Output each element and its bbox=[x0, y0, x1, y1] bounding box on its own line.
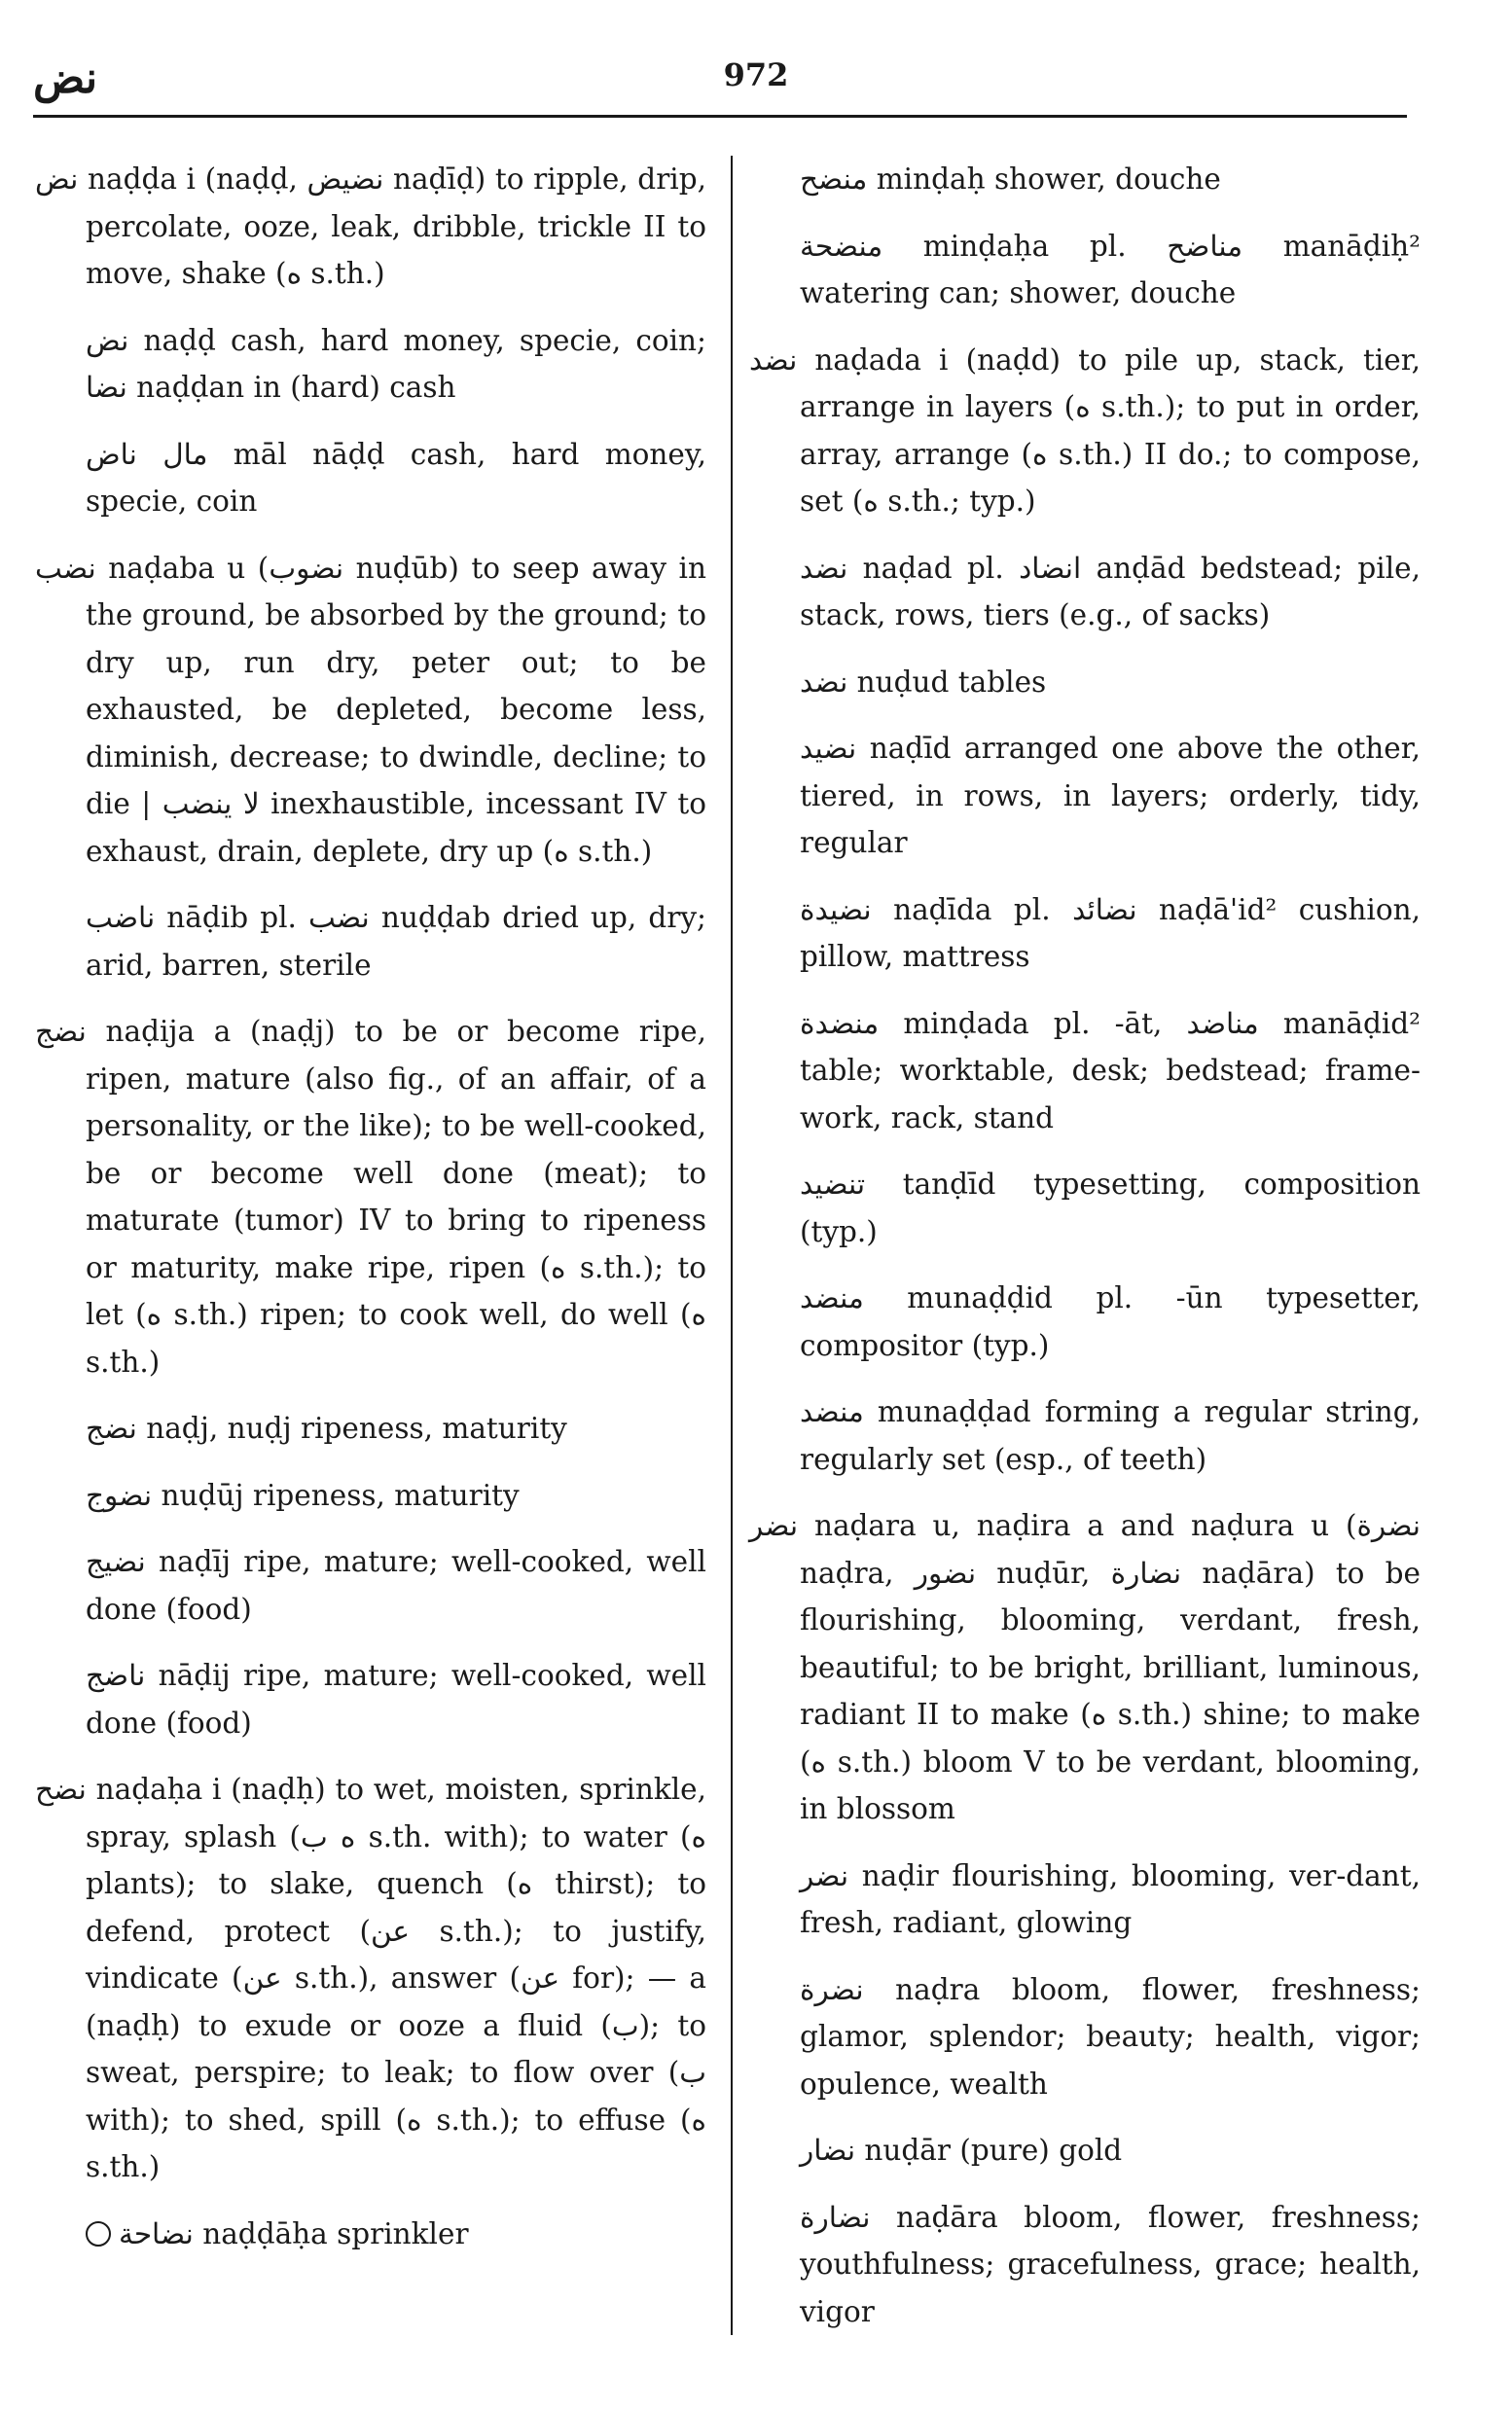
circle-mark-icon bbox=[86, 2221, 111, 2247]
entry-sub-naddaha-text: نضاحة naḍḍāḥa sprinkler bbox=[119, 2216, 469, 2250]
entry-sub-nadib: ناضب nāḍib pl. نضب nuḍḍab dried up, dry; arid, barren, sterile bbox=[86, 901, 706, 982]
entry-sub-nadij-2: ناضج nāḍij ripe, mature; well-cooked, well done (food) bbox=[86, 1659, 706, 1740]
entry-sub-nadij: نضيج naḍīj ripe, mature; well-cooked, well done (food) bbox=[86, 1545, 706, 1626]
entry-sub-nadida: نضيدة naḍīda pl. نضائد naḍā'id² cushion, pillow, mattress bbox=[800, 892, 1421, 973]
entry-sub-nuduj: نضوج nuḍūj ripeness, maturity bbox=[86, 1478, 520, 1512]
entry-sub-tandid: تنضيد tanḍīd typesetting, composition (typ.) bbox=[800, 1168, 1421, 1248]
entry-root-nadaha: نضح naḍaḥa i (naḍḥ) to wet, moisten, sprinkle, spray, splash (ه ب s.th. with); to water (ه plants); to slake, quench (ه thirst); to defend, protect (عن s.th.); to justify, vindicate (عن s.th.), answer (عن for); — a (naḍḥ) to exude or ooze a fluid (ب); to sweat, perspire; to leak; to flow over (ب with); to shed, spill (ه s.th.); to effuse (ه s.th.) bbox=[35, 1773, 707, 2183]
page-header bbox=[0, 0, 1512, 122]
entry-sub-nadd: نض naḍḍ cash, hard money, specie, coin; نضا naḍḍan in (hard) cash bbox=[86, 323, 706, 404]
entry-sub-nadad: نضد naḍad pl. انضاد anḍād bedstead; pile, stack, rows, tiers (e.g., of sacks) bbox=[800, 551, 1421, 631]
entry-sub-nadra: نضرة naḍra bloom, flower, freshness; glamor, splendor; beauty; health, vigor; opulence, wealth bbox=[800, 1972, 1421, 2101]
entry-root-nadija: نضج naḍija a (naḍj) to be or become ripe, ripen, mature (also fig., of an affair, of a personality, or the like); to be well-cooked, be or become well done (meat); to maturate (tumor) IV to bring to ripeness or maturity, make ripe, ripen (ه s.th.); to let (ه s.th.) ripen; to cook well, do well (ه s.th.) bbox=[35, 1015, 707, 1379]
entry-sub-nudud: نضد nuḍud tables bbox=[800, 665, 1047, 699]
entry-sub-nadara: نضارة naḍāra bloom, flower, freshness; youthfulness; gracefulness, grace; health, vigor bbox=[800, 2200, 1421, 2328]
entry-sub-naddaha bbox=[35, 2211, 706, 2258]
entry-sub-nadj: نضج naḍj, nuḍj ripeness, maturity bbox=[86, 1412, 567, 1445]
entry-sub-nudar: نضار nuḍār (pure) gold bbox=[800, 2134, 1123, 2167]
header-rule bbox=[33, 115, 1407, 118]
entry-root-nadda: نض naḍḍa i (naḍḍ, نضيض naḍīḍ) to ripple, drip, percolate, ooze, leak, dribble, trickle II to move, shake (ه s.th.) bbox=[35, 162, 706, 290]
running-head-word: نض bbox=[33, 54, 98, 103]
left-column bbox=[35, 156, 706, 2277]
entry-sub-mal-nadd: مال ناض māl nāḍḍ cash, hard money, specie, coin bbox=[86, 437, 707, 518]
column-divider bbox=[731, 156, 733, 2335]
entry-root-nadaba: نضب naḍaba u (نضوب nuḍūb) to seep away in the ground, be absorbed by the ground; to dry up, run dry, peter out; to be exhausted, be depleted, become less, diminish, decrease; to dwindle, decline; to die | لا ينضب inexhaustible, incessant IV to exhaust, drain, deplete, dry up (ه s.th.) bbox=[35, 551, 706, 868]
entry-sub-munaddid: منضد munaḍḍid pl. -ūn typesetter, compositor (typ.) bbox=[800, 1281, 1421, 1362]
entry-sub-mindah: منضح minḍaḥ shower, douche bbox=[800, 162, 1221, 196]
entry-sub-mindada: منضدة minḍada pl. -āt, مناضد manāḍid² table; worktable, desk; bedstead; frame-work, rack, stand bbox=[800, 1006, 1421, 1134]
entry-root-nadara: نضر naḍara u, naḍira a and naḍura u (نضرة naḍra, نضور nuḍūr, نضارة naḍāra) to be flourishing, blooming, verdant, fresh, beautiful; to be bright, brilliant, luminous, radiant II to make (ه s.th.) shine; to make (ه s.th.) bloom V to be verdant, blooming, in blossom bbox=[749, 1509, 1421, 1825]
entry-sub-munaddad: منضد munaḍḍad forming a regular string, regularly set (esp., of teeth) bbox=[800, 1395, 1421, 1476]
entry-root-nadada: نضد naḍada i (naḍd) to pile up, stack, tier, arrange in layers (ه s.th.); to put in order, array, arrange (ه s.th.) II do.; to compose, set (ه s.th.; typ.) bbox=[749, 342, 1422, 518]
entry-sub-mindaha: منضحة minḍaḥa pl. مناضح manāḍiḥ² watering can; shower, douche bbox=[800, 229, 1422, 309]
right-column bbox=[749, 156, 1421, 2355]
entry-sub-nadir: نضر naḍir flourishing, blooming, ver-dant, fresh, radiant, glowing bbox=[800, 1858, 1421, 1939]
page-number: 972 bbox=[723, 56, 789, 93]
entry-sub-nadid: نضيد naḍīd arranged one above the other, tiered, in rows, in layers; orderly, tidy, regular bbox=[800, 732, 1421, 859]
